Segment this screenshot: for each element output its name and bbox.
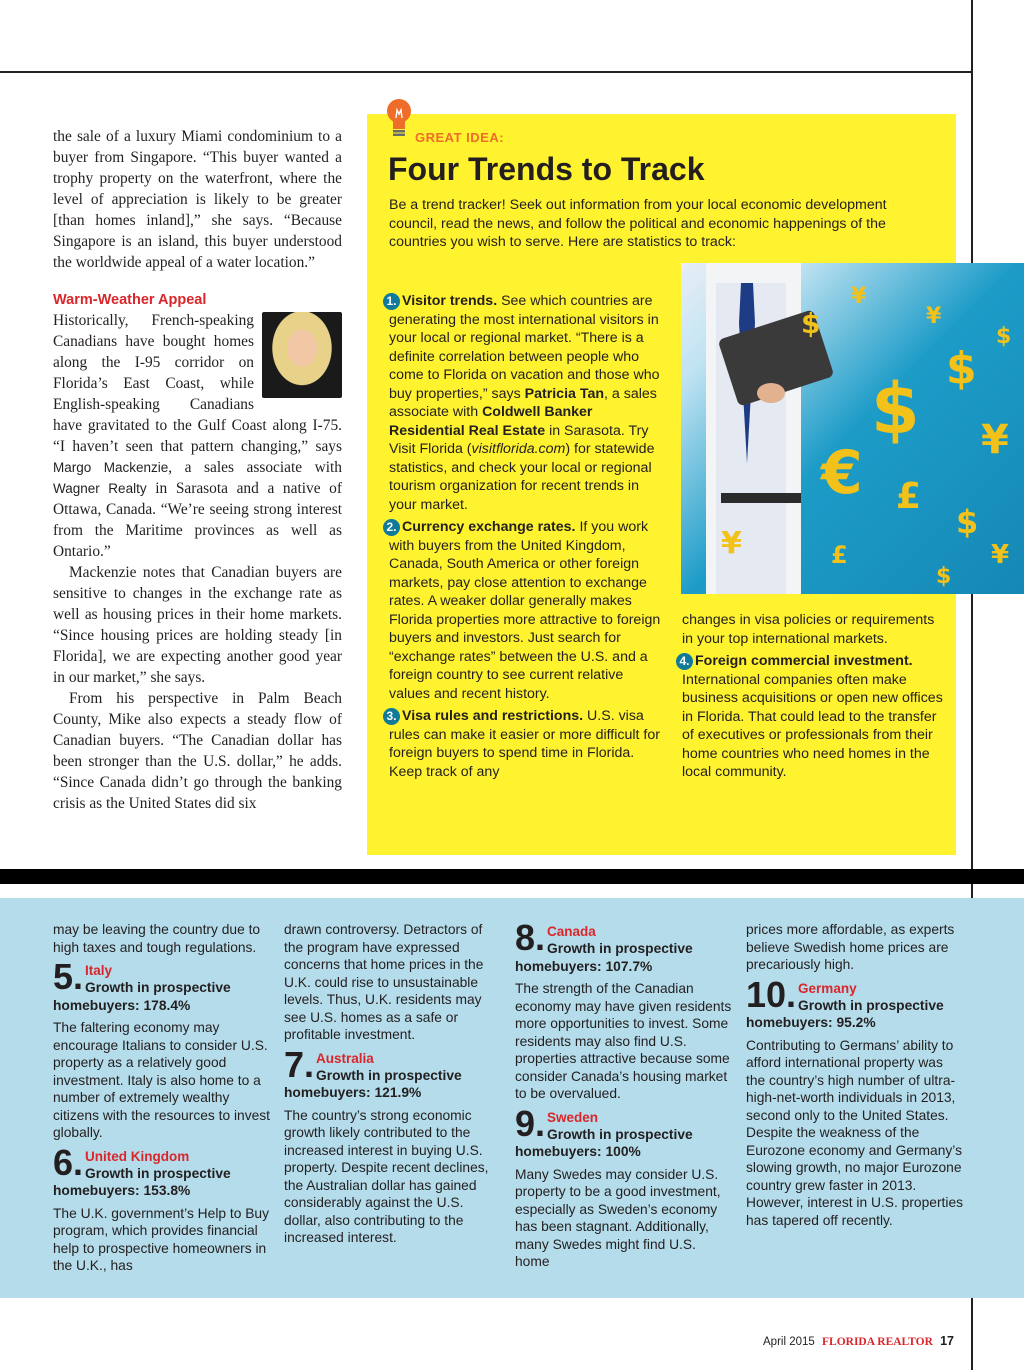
svg-text:¥: ¥ <box>926 304 942 329</box>
box-title: Four Trends to Track <box>388 151 705 187</box>
currency-photo <box>681 263 1024 594</box>
website-link: visitflorida.com <box>471 441 566 457</box>
top-rule <box>0 71 972 73</box>
section-divider <box>0 869 1024 884</box>
band-paragraph: The faltering economy may encourage Italians to consider U.S. property as a relatively good investment. Italy is also home to a number of extremely wealthy citizens with the resources to invest globally. <box>53 1020 271 1140</box>
left-paragraph-4: From his perspective in Palm Beach County, Mike also expects a steady flow of Canadian buyers. “The Canadian dollar has been stronger than the U.S. dollar,” he adds. “Since Canada didn’t go through the banking crisis as the United States did six <box>53 690 342 812</box>
band-paragraph: may be leaving the country due to high taxes and tough regulations. <box>53 922 261 955</box>
rank-number: 8. <box>515 917 546 958</box>
band-column-4 <box>746 921 964 1235</box>
person-name: Margo Mackenzie <box>53 460 169 475</box>
page-number: 17 <box>940 1334 954 1348</box>
band-paragraph: The U.K. government’s Help to Buy program, which provides financial help to prospective homeowners in the U.K., has <box>53 1205 270 1273</box>
left-paragraph-2: Historically, French-speaking Canadians have bought homes along the I-95 corridor on Florida’s East Coast, while English-speaking Canadians have gravitated to the Gulf Coast along I-75. “I haven’t seen that pattern changing,” says Margo Mackenzie, a sales associate with Wagner Realty in Sarasota and a native of Ottawa, Canada. “We’re seeing strong interest from the Maritime provinces as well as Ontario.” <box>53 312 343 560</box>
band-paragraph: The strength of the Canadian economy may have given residents more opportunities to invest. Some residents may also find U.S. properties attractive because some consider Canada’s housing market to be overvalued. <box>515 981 732 1101</box>
band-paragraph: Many Swedes may consider U.S. property to be a good investment, especially as Sweden’s economy has been stagnant. Additionally, many Swedes might find U.S. home <box>515 1166 721 1269</box>
currency-illustration <box>681 263 1024 594</box>
svg-text:£: £ <box>896 476 922 517</box>
svg-text:$: $ <box>936 564 952 589</box>
svg-text:$: $ <box>801 307 821 340</box>
country-name: Sweden <box>547 1109 599 1125</box>
issue-date: April 2015 <box>763 1336 815 1348</box>
left-paragraph-1: the sale of a luxury Miami condominium to a buyer from Singapore. “This buyer wanted a trophy property on the waterfront, where the level of appreciation is likely to be greater [than homes inland],” she says. “Because Singapore is an island, this buyer understood the worldwide appeal of a water location.” <box>53 128 342 271</box>
rank-9-sweden: 9. Sweden Growth in prospective homebuyers: 100% <box>515 1109 733 1161</box>
band-paragraph: Contributing to Germans’ ability to afford international property was the country’s high number of ultra-high-net-worth individuals in 2013, second only to the United States. Despite the weakness of the Eurozone economy and Germany’s slowing growth, no major Eurozone country grew faster in 2013. However, interest in U.S. properties has tapered off recently. <box>746 1037 964 1228</box>
country-name: Canada <box>547 924 596 939</box>
band-paragraph: drawn controversy. Detractors of the program have expressed concerns that home prices in the U.K. could rise to unsustainable levels. Thus, U.K. residents may see U.S. homes as a safe or profitable investment. <box>284 922 484 1042</box>
country-name: United Kingdom <box>85 1148 190 1164</box>
rank-8-canada: 8. Canada Growth in prospective homebuyers: 107.7% <box>515 923 733 975</box>
rank-7-australia: 7. Australia Growth in prospective homebuyers: 121.9% <box>284 1050 502 1102</box>
great-idea-label: GREAT IDEA: <box>415 130 505 145</box>
svg-text:¥: ¥ <box>851 284 867 309</box>
box-column-right <box>679 611 944 786</box>
box-intro: Be a trend tracker! Seek out information from your local economic development council, read the news, and follow the political and economic happenings of the countries you wish to serve. Here are statistics to track: <box>389 197 887 250</box>
country-name: Italy <box>85 963 113 978</box>
box-column-left <box>386 292 661 785</box>
country-name: Germany <box>798 980 857 996</box>
rank-number: 7. <box>284 1043 315 1085</box>
band-paragraph: The country’s strong economic growth likely contributed to the increased interest in buying U.S. property. Despite recent declines, the Australian dollar has gained considerably against the U.S. dollar, also contributing to the increased interest. <box>284 1107 489 1245</box>
svg-text:$: $ <box>946 343 977 394</box>
rank-number: 10. <box>746 973 797 1015</box>
number-badge: 4. <box>676 653 693 670</box>
trend-foreign-investment: 4. Foreign commercial investment. International companies often make business acquisitions or open new offices in Florida. That could lead to the transfer of executives or professionals from their home countries who need homes in the local community. <box>682 652 944 782</box>
rank-number: 5. <box>53 956 84 997</box>
trend-visa-continued: changes in visa policies or requirements in your top international markets. <box>682 612 935 647</box>
svg-text:$: $ <box>871 368 920 450</box>
svg-text:¥: ¥ <box>721 526 742 561</box>
svg-text:€: € <box>821 438 863 508</box>
company-name: Wagner Realty <box>53 481 147 496</box>
trend-visitor: 1. Visitor trends. See which countries are generating the most international visitors in your local or regional market. “There is a definite correlation between people who come to Florida on vacation and those who buy properties,” says Patricia Tan, a sales associate with Coldwell Banker Residential Real Estate in Sarasota. Try Visit Florida (visitflorida.com) for statewide statistics, and check your local or regional tourism organization for recent trends in your market. <box>389 292 661 514</box>
page-footer <box>763 1334 954 1348</box>
rank-number: 6. <box>53 1141 84 1183</box>
section-heading: Warm-Weather Appeal <box>53 292 207 308</box>
magazine-name: FLORIDA REALTOR <box>822 1336 933 1348</box>
country-name: Australia <box>316 1050 374 1066</box>
rank-5-italy: 5. Italy Growth in prospective homebuyers: 178.4% <box>53 962 271 1014</box>
person-name: Patricia Tan <box>524 385 605 402</box>
rank-10-germany: 10. Germany Growth in prospective homebuyers: 95.2% <box>746 980 964 1032</box>
svg-text:¥: ¥ <box>991 540 1010 570</box>
left-article-column <box>53 126 342 814</box>
number-badge: 2. <box>383 519 400 536</box>
trend-currency: 2. Currency exchange rates. If you work with buyers from the United Kingdom, Canada, South America or other foreign markets, pay close attention to exchange rates. A weaker dollar generally makes Florida properties more attractive to foreign buyers and investors. Just search for “exchange rates” between the U.S. and a foreign country to see current relative values and recent history. <box>389 518 661 703</box>
svg-text:$: $ <box>956 503 979 541</box>
band-column-2 <box>284 921 502 1253</box>
number-badge: 3. <box>383 708 400 725</box>
rank-6-uk: 6. United Kingdom Growth in prospective homebuyers: 153.8% <box>53 1148 271 1200</box>
band-column-1 <box>53 921 271 1281</box>
svg-text:$: $ <box>996 324 1012 349</box>
band-paragraph: prices more affordable, as experts believe Swedish home prices are precariously high. <box>746 922 955 972</box>
svg-text:¥: ¥ <box>981 417 1009 463</box>
number-badge: 1. <box>383 293 400 310</box>
svg-text:£: £ <box>831 541 848 569</box>
lightbulb-icon <box>385 98 413 138</box>
company-name: Coldwell Banker Residential Real Estate <box>389 404 593 439</box>
rank-number: 9. <box>515 1102 546 1144</box>
band-column-3 <box>515 917 733 1277</box>
trend-visa: 3. Visa rules and restrictions. U.S. visa rules can make it easier or more difficult for foreign buyers to spend time in Florida. Keep track of any <box>389 707 661 781</box>
left-paragraph-3: Mackenzie notes that Canadian buyers are sensitive to changes in the exchange rate as well as housing prices in their home markets. “Since housing prices are holding steady [in Florida], we are expecting another good year in our market,” she says. <box>53 564 342 686</box>
portrait-photo <box>262 312 342 398</box>
